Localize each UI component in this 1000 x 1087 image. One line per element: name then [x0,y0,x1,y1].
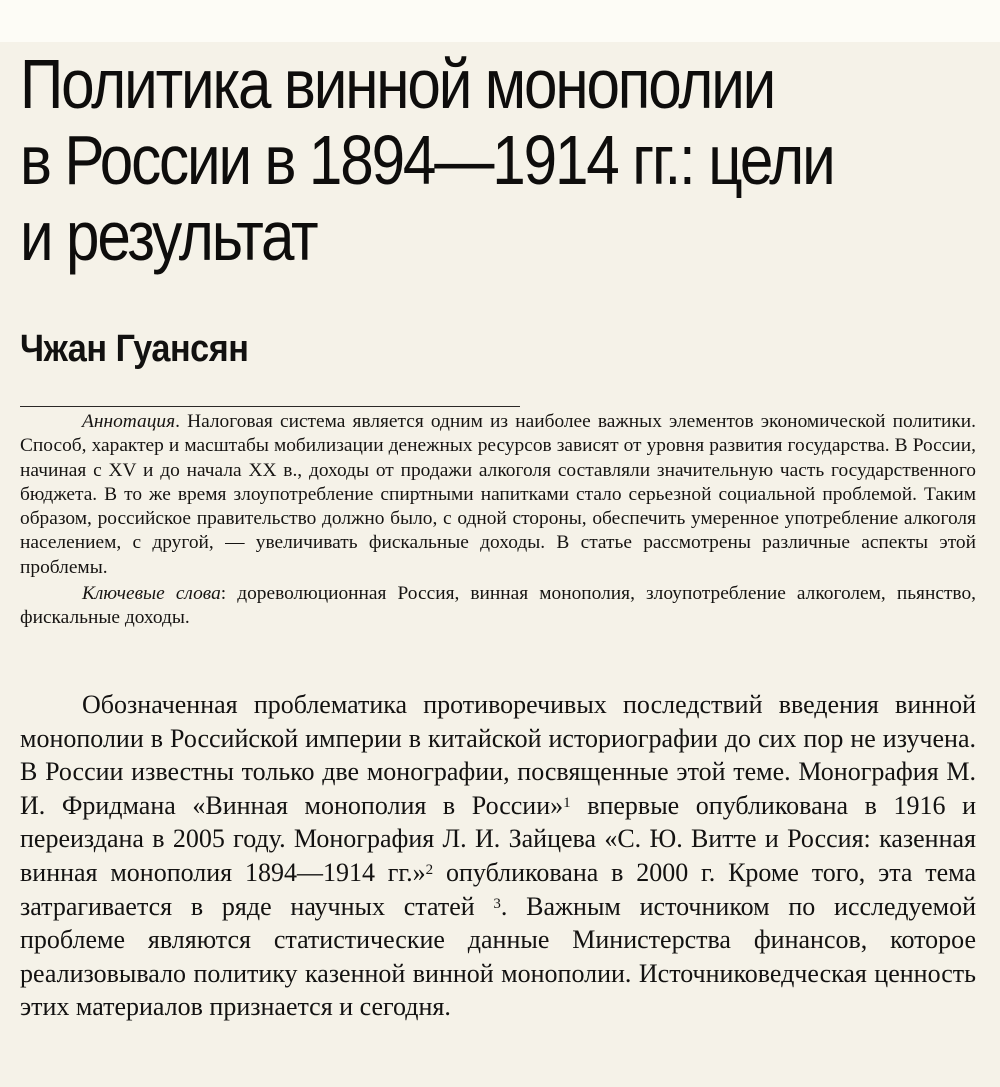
keywords-paragraph [20,582,976,631]
title-line: и результат [20,197,317,275]
abstract-label: Аннотация [82,411,176,432]
keywords-text: : дореволюционная Россия, винная монополия, злоупотребление алкоголем, пьянство, фискальные доходы. [20,583,976,629]
body-text-part: опубликована в 2000 г. Кроме того, эта тема затрагивается в ряде научных статей [20,857,977,921]
abstract-text: . Налоговая система является одним из наиболее важных элементов экономической политики. Способ, характер и масштабы мобилизации денежных ресурсов зависят от уровня развития государства. В России, начиная с XV и до начала XX в., доходы от продажи алкоголя составляли значительную часть государственного бюджета. В то же время злоупотребление спиртными напитками стало серьезной социальной проблемой. Таким образом, российское правительство должно было, с одной стороны, обеспечить умеренное употребление алкоголя населением, с другой, — увеличивать фискальные доходы. В статье рассмотрены различные аспекты этой проблемы. [20,411,976,578]
footnote-ref: 3 [493,895,501,912]
title-line: в России в 1894—1914 гг.: цели [20,121,834,199]
footnote-ref: 2 [425,861,434,878]
top-margin-strip [0,0,1000,42]
body-text-part: Обозначенная проблематика противоречивых последствий введения винной монополии в Российской империи в китайской историографии до сих пор не изучена. В России известны только две монографии, посвященные этой теме. Монография М. И. Фридмана «Винная монополия в России» [20,690,976,820]
abstract-paragraph [20,410,976,580]
article-title [20,46,966,274]
keywords-label: Ключевые слова [82,583,221,605]
title-line: Политика винной монополии [20,45,775,123]
body-paragraph [20,688,976,1024]
body-text-part: впервые опубликована в 1916 и переиздана в 2005 году. Монография Л. И. Зайцева «С. Ю. Витте и Россия: казенная винная монополия 1894—1914 гг.» [20,790,976,887]
document-page [0,42,1000,1087]
article-author: Чжан Гуансян [20,328,249,370]
body-text-part: . Важным источником по исследуемой проблеме являются статистические данные Министерства финансов, которое реализовывало политику казенной винной монополии. Источниковедческая ценность этих материалов признается и сегодня. [20,891,976,1022]
footnote-ref: 1 [563,794,571,811]
abstract-divider [20,406,520,407]
abstract-block [20,410,976,631]
